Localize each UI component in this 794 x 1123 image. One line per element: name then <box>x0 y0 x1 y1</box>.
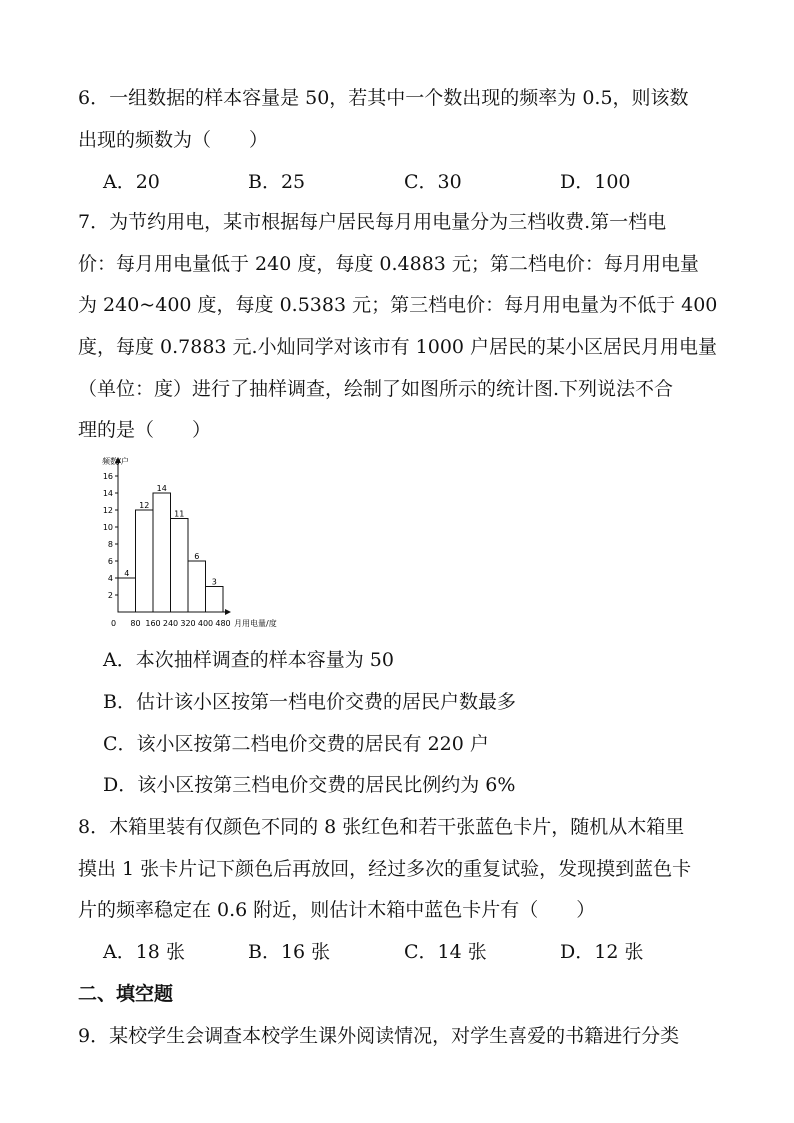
q8-option-c: C．14 张 <box>404 941 487 963</box>
y-tick-label: 4 <box>107 574 113 583</box>
x-axis-label: 月用电量/度 <box>234 619 277 628</box>
q7-option-b: B．估计该小区按第一档电价交费的居民户数最多 <box>103 691 516 713</box>
x-tick-label: 240 <box>162 619 179 628</box>
q7-line-3: 为 240~400 度，每度 0.5383 元；第三档电价：每月用电量为不低于 400 <box>78 294 718 316</box>
y-tick-group <box>103 472 118 600</box>
y-tick-label: 6 <box>107 557 113 566</box>
q8-option-b: B．16 张 <box>248 941 331 963</box>
y-tick-label: 14 <box>102 489 113 498</box>
q8-line-1: 8．木箱里装有仅颜色不同的 8 张红色和若干张蓝色卡片，随机从木箱里 <box>78 816 685 838</box>
q9-line-1: 9．某校学生会调查本校学生课外阅读情况，对学生喜爱的书籍进行分类 <box>78 1025 680 1047</box>
q6-line-1: 6．一组数据的样本容量是 50，若其中一个数出现的频率为 0.5，则该数 <box>78 87 689 109</box>
q7-line-4: 度，每度 0.7883 元.小灿同学对该市有 1000 户居民的某小区居民月用电量 <box>78 336 718 358</box>
y-tick-label: 8 <box>107 540 113 549</box>
q7-line-5: （单位：度）进行了抽样调查，绘制了如图所示的统计图.下列说法不合 <box>78 378 674 400</box>
y-tick-label: 10 <box>102 523 113 532</box>
bar-value-label: 6 <box>194 552 200 561</box>
bar-group <box>118 484 223 612</box>
y-tick-label: 16 <box>102 472 113 481</box>
q7-line-2: 价：每月用电量低于 240 度，每度 0.4883 元；第二档电价：每月用电量 <box>78 253 699 275</box>
histogram-bar <box>153 493 171 612</box>
x-tick-group <box>130 619 230 628</box>
histogram-bar <box>118 578 136 612</box>
q6-option-d: D．100 <box>560 171 631 193</box>
x-tick-label: 480 <box>215 619 231 628</box>
q8-option-a: A．18 张 <box>103 941 185 963</box>
y-tick-label: 12 <box>102 506 113 515</box>
q6-option-b: B．25 <box>248 171 306 193</box>
x-tick-label: 80 <box>130 619 141 628</box>
x-tick-label: 400 <box>197 619 214 628</box>
bar-value-label: 3 <box>211 577 217 587</box>
histogram-bar <box>136 510 154 612</box>
section-title-fill-in: 二、填空题 <box>78 983 174 1005</box>
q6-line-2: 出现的频数为（ ） <box>78 129 269 151</box>
bar-value-label: 11 <box>174 509 185 519</box>
q7-line-1: 7．为节约用电，某市根据每户居民每月用电量分为三档收费.第一档电 <box>78 211 667 233</box>
q7-line-6: 理的是（ ） <box>78 419 212 441</box>
histogram-chart <box>98 452 308 637</box>
histogram-bar <box>171 519 189 613</box>
x-tick-label: 160 <box>145 619 161 628</box>
q7-option-d: D．该小区按第三档电价交费的居民比例约为 6% <box>103 774 516 796</box>
q8-line-3: 片的频率稳定在 0.6 附近，则估计木箱中蓝色卡片有（ ） <box>78 899 596 921</box>
q8-option-d: D．12 张 <box>560 941 644 963</box>
q6-option-a: A．20 <box>103 171 160 193</box>
q7-option-c: C．该小区按第二档电价交费的居民有 220 户 <box>103 733 489 755</box>
bar-value-label: 14 <box>156 484 167 493</box>
x-tick-label: 320 <box>180 619 196 628</box>
histogram-bar <box>206 587 224 613</box>
origin-label: 0 <box>111 619 117 628</box>
q8-line-2: 摸出 1 张卡片记下颜色后再放回，经过多次的重复试验，发现摸到蓝色卡 <box>78 858 692 880</box>
q6-option-c: C．30 <box>404 171 462 193</box>
histogram-bar <box>188 561 206 612</box>
y-axis-label: 频数/户 <box>102 457 129 466</box>
bar-value-label: 12 <box>139 501 150 510</box>
q7-option-a: A．本次抽样调查的样本容量为 50 <box>103 649 394 671</box>
y-tick-label: 2 <box>107 591 113 600</box>
bar-value-label: 4 <box>124 569 130 578</box>
